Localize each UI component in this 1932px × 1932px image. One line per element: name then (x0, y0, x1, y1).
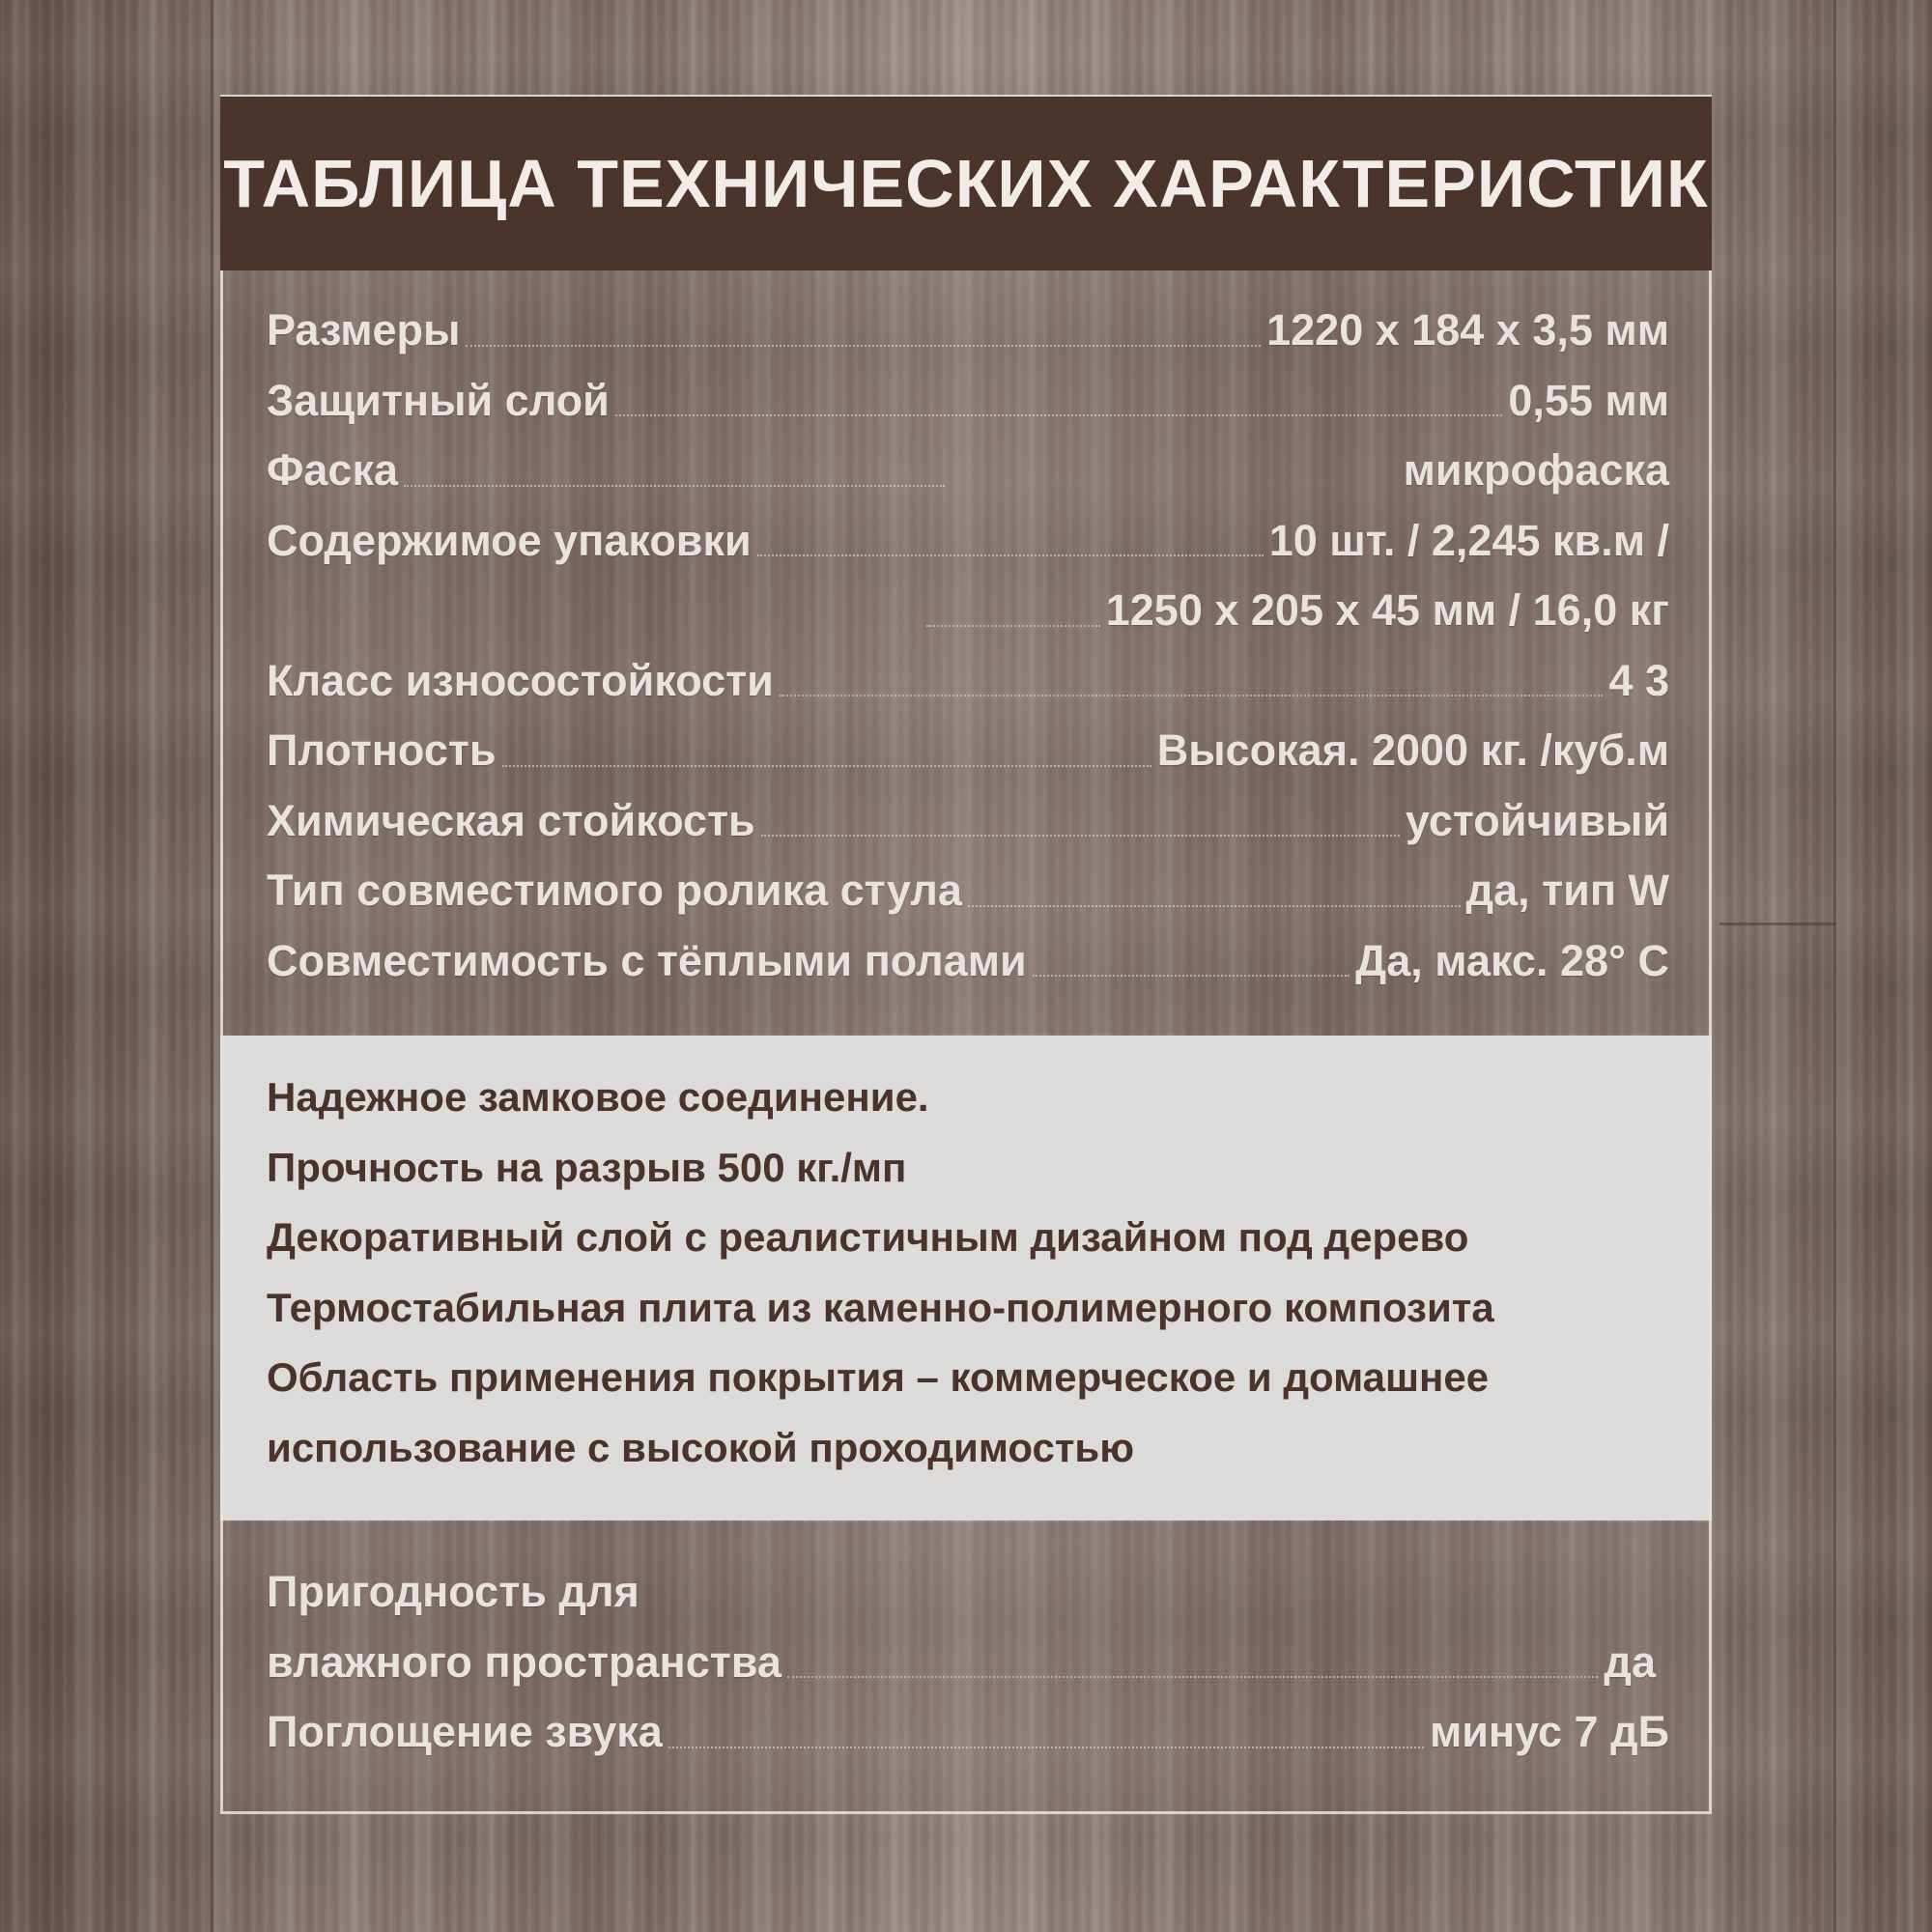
feature-item: Надежное замковое соединение. (267, 1074, 929, 1121)
spec-value: Да, макс. 28° С (1355, 935, 1669, 985)
spec-label: Химическая стойкость (267, 795, 755, 845)
spec-value: 0,55 мм (1508, 375, 1669, 425)
dotted-leader (787, 1676, 1599, 1678)
spec-row-wear-class (267, 640, 1669, 711)
spec-label: Содержимое упаковки (267, 515, 752, 565)
spec-row-package-cont (267, 570, 1669, 640)
page-title: ТАБЛИЦА ТЕХНИЧЕСКИХ ХАРАКТЕРИСТИК (223, 146, 1709, 221)
spec-value: 1250 х 205 х 45 мм / 16,0 кг (1105, 585, 1669, 635)
feature-item: использование с высокой проходимостью (267, 1424, 1135, 1470)
spec-label: Тип совместимого ролика стула (267, 866, 962, 915)
spec-label: Защитный слой (267, 375, 610, 425)
spec-label: Класс износостойкости (267, 655, 774, 705)
feature-item: Декоративный слой с реалистичным дизайном под дерево (267, 1214, 1469, 1261)
dotted-leader (761, 835, 1400, 837)
spec-value: да, тип W (1465, 866, 1669, 915)
spec-label: Пригодность для (267, 1567, 639, 1616)
dotted-leader (780, 695, 1604, 696)
dotted-leader (404, 485, 945, 487)
spec-label: Плотность (267, 725, 497, 775)
spec-value: 1220 х 184 х 3,5 мм (1266, 305, 1669, 355)
spec-list (267, 290, 1669, 990)
spec-row-chair-caster (267, 850, 1669, 921)
plank-seam (1719, 923, 1835, 925)
spec-row-floor-heating (267, 921, 1669, 991)
feature-item: Область применения покрытия – коммерческое и домашнее (267, 1354, 1490, 1401)
spec-label: Фаска (267, 445, 399, 495)
plank-seam (1833, 0, 1836, 1932)
spec-value: да (1604, 1636, 1656, 1687)
spec-row-moisture-heading (267, 1551, 1669, 1622)
header-banner (220, 97, 1712, 270)
dotted-leader (1033, 975, 1350, 977)
spec-value: 10 шт. / 2,245 кв.м / (1268, 515, 1669, 565)
spec-row-wear-layer (267, 360, 1669, 431)
spec-value: устойчивый (1405, 795, 1669, 845)
spec-row-moisture (267, 1622, 1669, 1692)
spec-value: микрофаска (1403, 445, 1669, 495)
spec-row-size (267, 290, 1669, 360)
spec-row-density (267, 710, 1669, 781)
spec-row-bevel (267, 430, 1669, 500)
dotted-leader (615, 414, 1502, 416)
dotted-leader (466, 345, 1261, 347)
spec-row-package (267, 500, 1669, 571)
feature-item: Термостабильная плита из каменно-полимерного композита (267, 1284, 1494, 1330)
dotted-leader (502, 765, 1151, 767)
spec-label: Размеры (267, 305, 461, 355)
spec-row-sound (267, 1691, 1669, 1762)
dotted-leader (968, 905, 1461, 907)
spec-value: Высокая. 2000 кг. /куб.м (1156, 725, 1669, 775)
spec-value: минус 7 дБ (1429, 1707, 1669, 1756)
extra-spec-list (267, 1551, 1669, 1762)
feature-list (267, 1063, 1687, 1483)
spec-value: 4 3 (1608, 655, 1669, 705)
dotted-leader (757, 554, 1264, 556)
dotted-leader (926, 625, 1100, 627)
feature-item: Прочность на разрыв 500 кг./мп (267, 1144, 907, 1190)
spec-row-chemical (267, 781, 1669, 851)
spec-label: Совместимость с тёплыми полами (267, 935, 1027, 985)
spec-label: Поглощение звука (267, 1707, 663, 1756)
spec-label: влажного пространства (267, 1636, 781, 1687)
plank-seam (211, 0, 213, 1932)
dotted-leader (668, 1747, 1424, 1748)
